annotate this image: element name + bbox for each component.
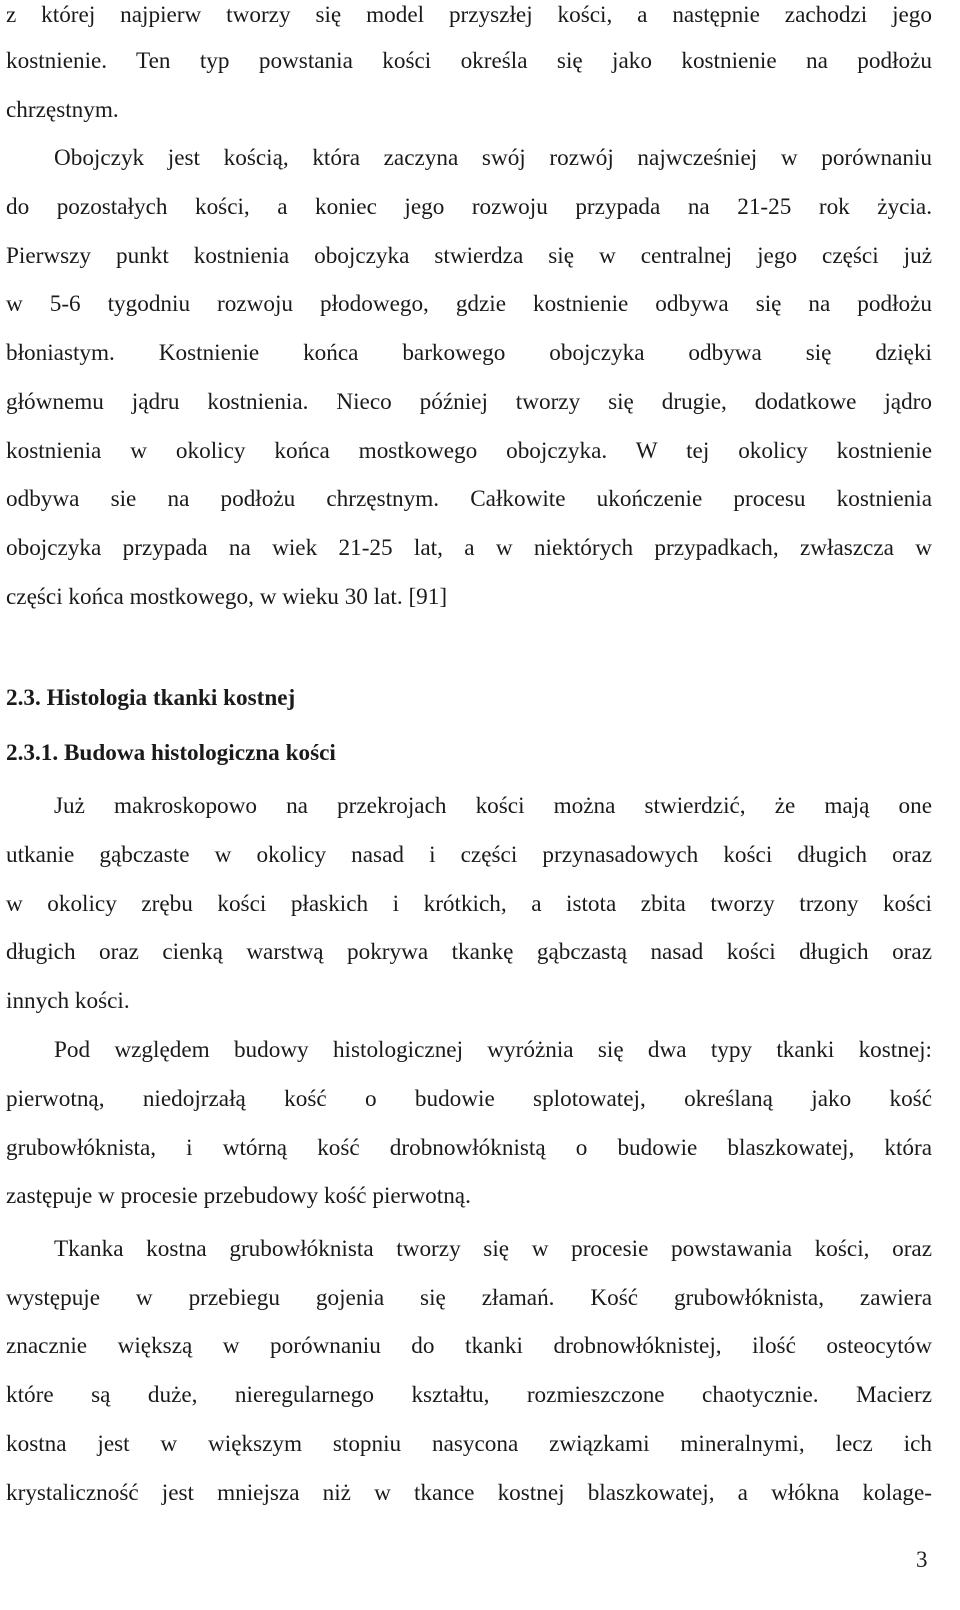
paragraph3-line-5: innych kości. — [6, 988, 130, 1014]
paragraph2-line-7: kostnienia w okolicy końca mostkowego obojczyka. W tej okolicy kostnienie — [6, 438, 932, 464]
paragraph2-line-10: części końca mostkowego, w wieku 30 lat. [91] — [6, 584, 448, 610]
subsection-heading: 2.3.1. Budowa histologiczna kości — [6, 740, 336, 766]
paragraph4-line-4: zastępuje w procesie przebudowy kość pierwotną. — [6, 1183, 471, 1209]
paragraph2-line-5: błoniastym. Kostnienie końca barkowego obojczyka odbywa się dzięki — [6, 340, 932, 366]
page-number: 3 — [916, 1547, 928, 1572]
paragraph4-line-3: grubowłóknista, i wtórną kość drobnowłóknistą o budowie blaszkowatej, która — [6, 1135, 932, 1161]
paragraph5-line-5: kostna jest w większym stopniu nasycona związkami mineralnymi, lecz ich — [6, 1431, 932, 1457]
paragraph2-line-6: głównemu jądru kostnienia. Nieco później tworzy się drugie, dodatkowe jądro — [6, 389, 932, 415]
paragraph2-line-1: Obojczyk jest kością, która zaczyna swój rozwój najwcześniej w porównaniu — [54, 145, 932, 171]
paragraph3-line-4: długich oraz cienką warstwą pokrywa tkankę gąbczastą nasad kości długich oraz — [6, 939, 932, 965]
paragraph2-line-9: obojczyka przypada na wiek 21-25 lat, a w niektórych przypadkach, zwłaszcza w — [6, 535, 932, 561]
paragraph3-line-2: utkanie gąbczaste w okolicy nasad i części przynasadowych kości długich oraz — [6, 842, 932, 868]
paragraph4-line-2: pierwotną, niedojrzałą kość o budowie splotowatej, określaną jako kość — [6, 1086, 932, 1112]
paragraph5-line-4: które są duże, nieregularnego kształtu, rozmieszczone chaotycznie. Macierz — [6, 1382, 932, 1408]
paragraph3-line-3: w okolicy zrębu kości płaskich i krótkich, a istota zbita tworzy trzony kości — [6, 891, 932, 917]
paragraph4-line-1: Pod względem budowy histologicznej wyróżnia się dwa typy tkanki kostnej: — [54, 1037, 932, 1063]
paragraph1-line-3: chrzęstnym. — [6, 97, 119, 123]
paragraph5-line-6: krystaliczność jest mniejsza niż w tkance kostnej blaszkowatej, a włókna kolage- — [6, 1480, 932, 1506]
paragraph5-line-2: występuje w przebiegu gojenia się złamań. Kość grubowłóknista, zawiera — [6, 1285, 932, 1311]
paragraph2-line-4: w 5-6 tygodniu rozwoju płodowego, gdzie kostnienie odbywa się na podłożu — [6, 291, 932, 317]
paragraph1-line-2: kostnienie. Ten typ powstania kości określa się jako kostnienie na podłożu — [6, 48, 932, 74]
paragraph5-line-1: Tkanka kostna grubowłóknista tworzy się w procesie powstawania kości, oraz — [54, 1236, 932, 1262]
paragraph2-line-2: do pozostałych kości, a koniec jego rozwoju przypada na 21-25 rok życia. — [6, 194, 932, 220]
paragraph2-line-8: odbywa sie na podłożu chrzęstnym. Całkowite ukończenie procesu kostnienia — [6, 486, 932, 512]
paragraph2-line-3: Pierwszy punkt kostnienia obojczyka stwierdza się w centralnej jego części już — [6, 243, 932, 269]
paragraph3-line-1: Już makroskopowo na przekrojach kości można stwierdzić, że mają one — [54, 793, 932, 819]
section-heading: 2.3. Histologia tkanki kostnej — [6, 685, 296, 711]
paragraph1-line-1: z której najpierw tworzy się model przyszłej kości, a następnie zachodzi jego — [6, 2, 932, 28]
paragraph5-line-3: znacznie większą w porównaniu do tkanki drobnowłóknistej, ilość osteocytów — [6, 1333, 932, 1359]
